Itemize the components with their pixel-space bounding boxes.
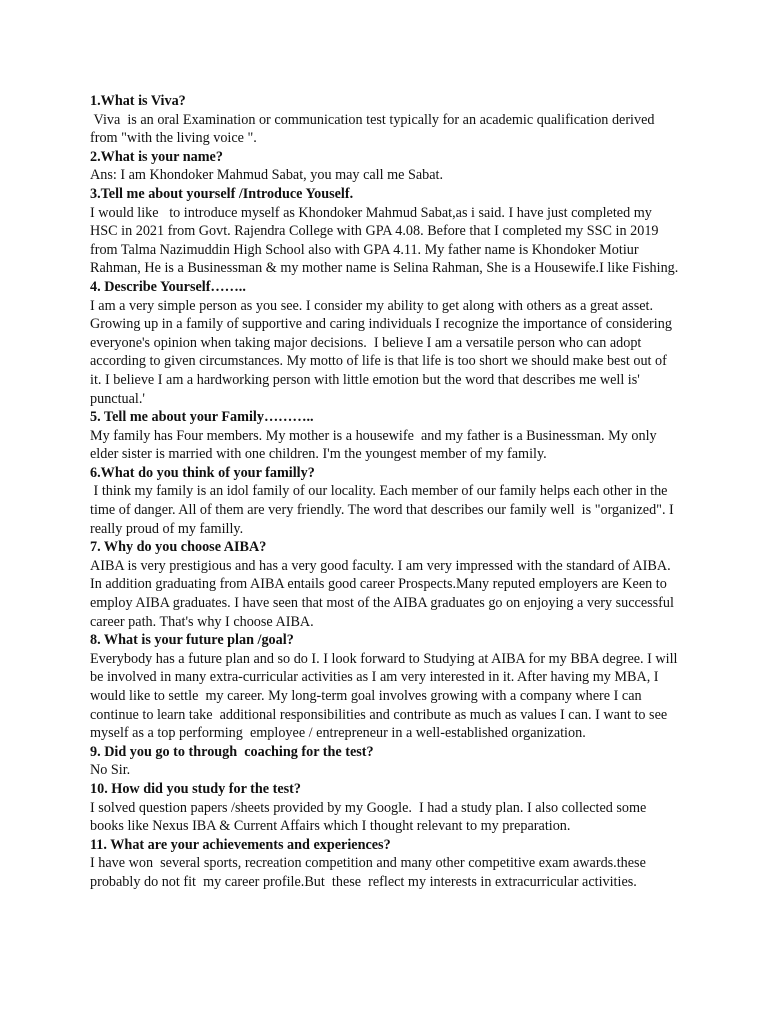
question-heading: 3.Tell me about yourself /Introduce Youself. (90, 185, 354, 202)
qa-item (90, 185, 680, 278)
answer-paragraph: No Sir. (90, 762, 131, 779)
question-heading: 7. Why do you choose AIBA? (90, 539, 267, 556)
answer-paragraph: I solved question papers /sheets provided by my Google. I had a study plan. I also collected some books like Nexus IBA & Current Affairs which I thought relevant to my preparation. (90, 799, 650, 835)
answer-paragraph: Everybody has a future plan and so do I. I look forward to Studying at AIBA for my BBA degree. I will be involved in many extra-curricular activities as I am very interested in it. After having my MBA, I would like to settle my career. My long-term goal involves growing with a company where I can continue to learn take additional responsibilities and contribute as much as values I can. I want to see myself as a top performing employee / entrepreneur in a well-established organization. (90, 650, 682, 742)
qa-item (90, 780, 680, 836)
answer-paragraph: I am a very simple person as you see. I consider my ability to get along with others as a great asset. Growing up in a family of supportive and caring individuals I recognize the importance of considering everyone's opinion when taking major decisions. I believe I am a versatile person who can adopt according to given circumstances. My motto of life is that life is too short we should make best out of it. I believe I am a hardworking person with little emotion but the word that describes me well is' punctual.' (90, 297, 676, 407)
document-body (90, 92, 680, 892)
answer-paragraph: Viva is an oral Examination or communication test typically for an academic qualification derived from "with the living voice ". (90, 111, 659, 147)
answer-paragraph: AIBA is very prestigious and has a very good faculty. I am very impressed with the standard of AIBA. In addition graduating from AIBA entails good career Prospects.Many reputed employers are Keen to employ AIBA graduates. I have seen that most of the AIBA graduates go on enjoying a very successful career path. That's why I choose AIBA. (90, 557, 678, 630)
question-heading: 9. Did you go to through coaching for the test? (90, 743, 374, 760)
answer-paragraph: I think my family is an idol family of our locality. Each member of our family helps each other in the time of danger. All of them are very friendly. The word that describes our family well is "organized". I really proud of my familly. (90, 483, 678, 537)
qa-item (90, 408, 680, 464)
qa-item (90, 743, 680, 780)
question-heading: 5. Tell me about your Family……….. (90, 409, 314, 426)
question-heading: 6.What do you think of your familly? (90, 464, 315, 481)
qa-item (90, 278, 680, 408)
question-heading: 4. Describe Yourself…….. (90, 278, 246, 295)
qa-item (90, 538, 680, 631)
answer-paragraph: My family has Four members. My mother is a housewife and my father is a Businessman. My only elder sister is married with one children. I'm the youngest member of my family. (90, 427, 661, 463)
question-heading: 1.What is Viva? (90, 93, 186, 109)
question-heading: 8. What is your future plan /goal? (90, 632, 294, 649)
qa-item (90, 631, 680, 743)
question-heading: 11. What are your achievements and experiences? (90, 836, 391, 853)
qa-item (90, 92, 680, 148)
qa-item (90, 464, 680, 538)
question-heading: 10. How did you study for the test? (90, 780, 301, 797)
answer-paragraph: I have won several sports, recreation competition and many other competitive exam awards.these probably do not fit my career profile.But these reflect my interests in extracurricular activities. (90, 855, 650, 890)
qa-item (90, 148, 680, 185)
answer-paragraph: Ans: I am Khondoker Mahmud Sabat, you may call me Sabat. (90, 167, 444, 184)
qa-item (90, 836, 680, 892)
answer-paragraph: I would like to introduce myself as Khondoker Mahmud Sabat,as i said. I have just completed my HSC in 2021 from Govt. Rajendra College with GPA 4.08. Before that I completed my SSC in 2019 from Talma Nazimuddin High School also with GPA 4.11. My father name is Khondoker Motiur Rahman, He is a Businessman & my mother name is Selina Rahman, She is a Housewife.I like Fishing. (90, 204, 679, 277)
question-heading: 2.What is your name? (90, 148, 223, 165)
